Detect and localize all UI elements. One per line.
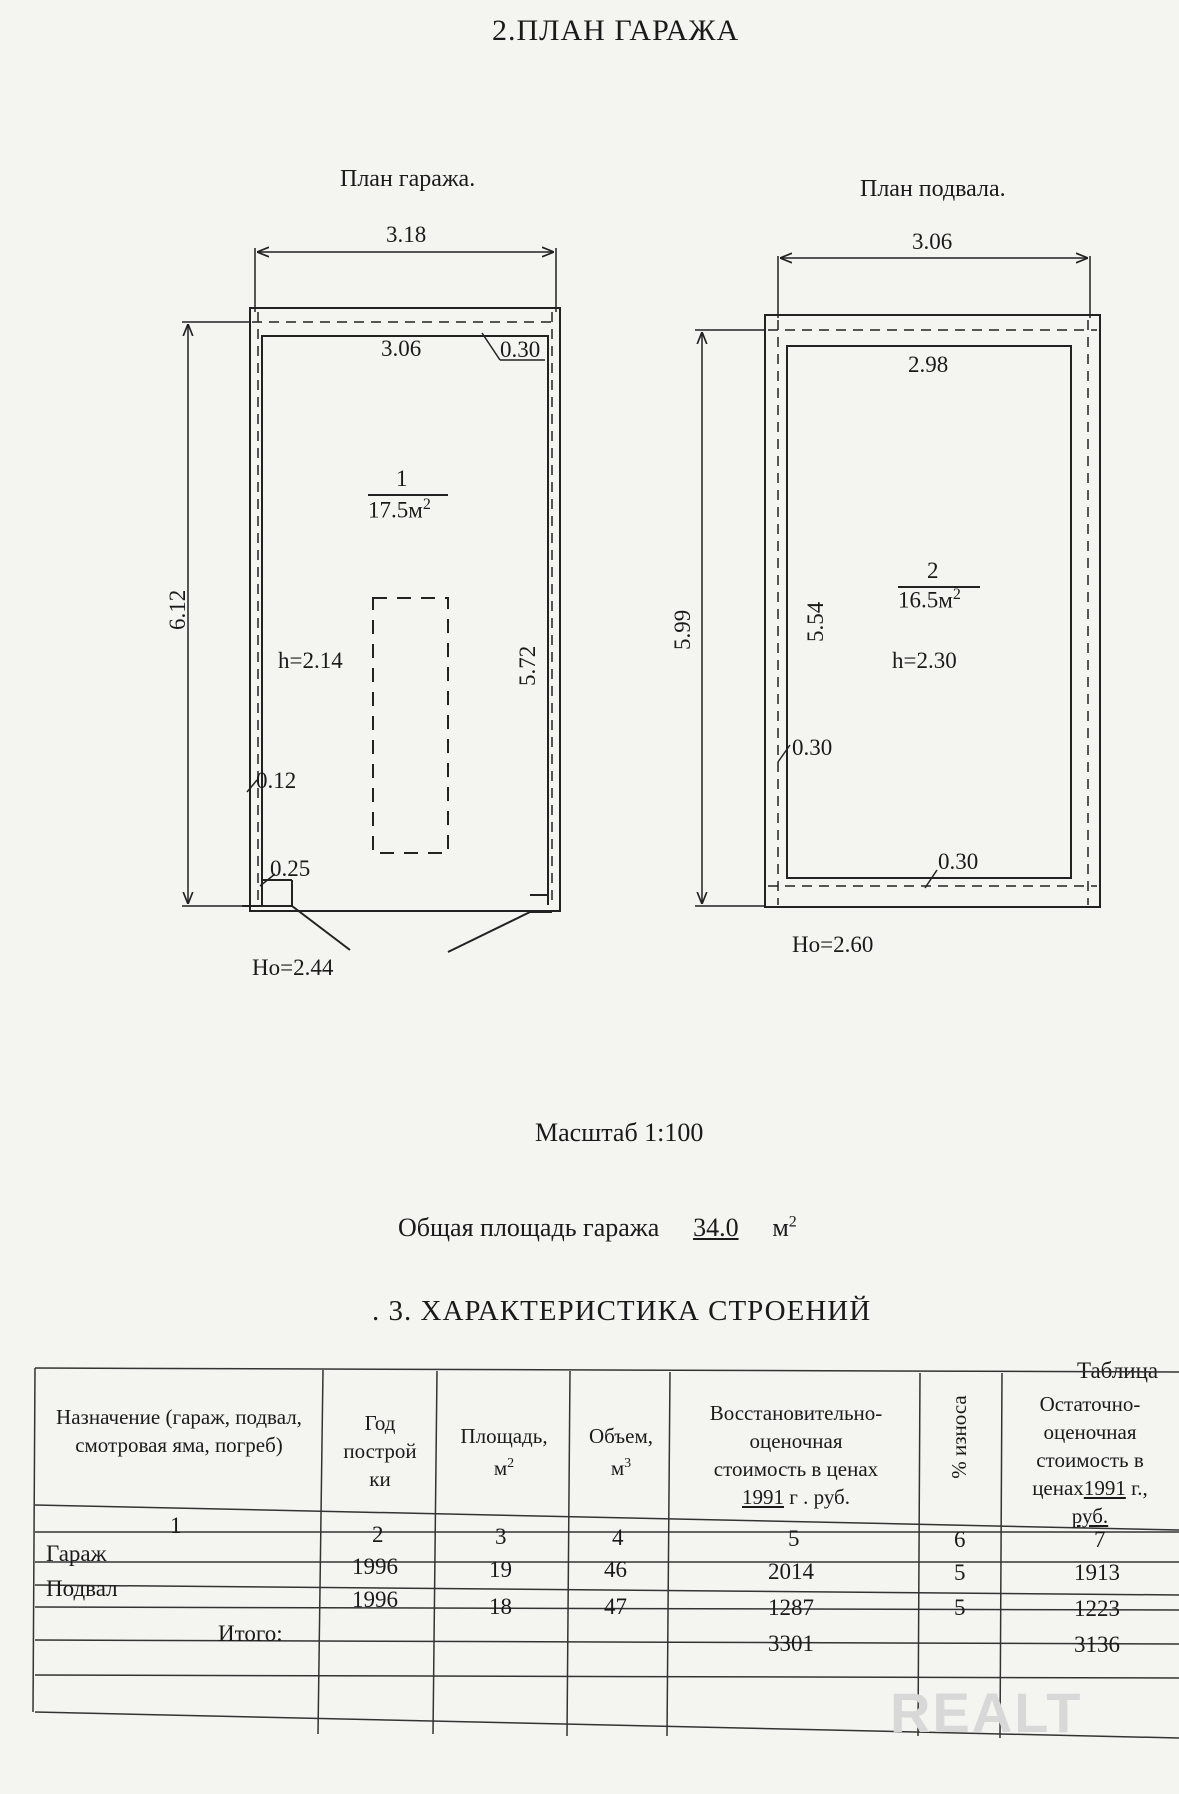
col-number: 3 <box>495 1524 507 1549</box>
th-year: Год построй ки <box>343 1411 417 1491</box>
basement-wall-bottom: 0.30 <box>938 849 979 874</box>
page-title: 2.ПЛАН ГАРАЖА <box>492 14 740 47</box>
col-number: 6 <box>954 1527 966 1552</box>
basement-plan-title: План подвала. <box>860 176 1006 202</box>
th-restore: Восстановительно- оценочная стоимость в ценах 1991 г . руб. <box>709 1401 883 1509</box>
col-number: 1 <box>170 1513 182 1538</box>
row-garage-area: 19 <box>489 1557 512 1582</box>
th-residual: Остаточно- оценочная стоимость в ценах1991 г., руб. <box>1032 1392 1148 1528</box>
total-area-value: 34.0 <box>693 1213 739 1242</box>
garage-ho: Но=2.44 <box>252 955 334 980</box>
scale-label: Масштаб 1:100 <box>535 1118 704 1147</box>
garage-inner-length: 5.72 <box>515 645 540 686</box>
basement-outer-width: 3.06 <box>912 229 953 254</box>
garage-height: h=2.14 <box>278 648 343 673</box>
garage-wall-side: 0.12 <box>256 768 297 793</box>
row-garage-wear: 5 <box>954 1560 966 1585</box>
row-garage-residual: 1913 <box>1074 1560 1120 1585</box>
th-wear: % износа <box>947 1395 971 1479</box>
garage-wall-top: 0.30 <box>500 337 541 362</box>
garage-plan-title: План гаража. <box>340 166 476 192</box>
basement-height: h=2.30 <box>892 648 957 673</box>
col-number: 4 <box>612 1525 624 1550</box>
col-number: 7 <box>1094 1527 1106 1552</box>
total-area: Общая площадь гаража 34.0 $м^2$ <box>398 1213 797 1242</box>
realt-watermark: REALT <box>890 1681 1083 1744</box>
garage-inner-width: 3.06 <box>381 336 422 361</box>
basement-inner-length: 5.54 <box>803 601 828 642</box>
row-basement-restore: 1287 <box>768 1595 814 1620</box>
col-number: 2 <box>372 1522 384 1547</box>
row-basement-area: 18 <box>489 1594 512 1619</box>
basement-ho: Но=2.60 <box>792 932 874 957</box>
th-purpose: Назначение (гараж, подвал, смотровая яма, погреб) <box>56 1405 302 1457</box>
basement-room-number: 2 <box>927 558 939 583</box>
row-basement-wear: 5 <box>954 1595 966 1620</box>
basement-inner-width: 2.98 <box>908 352 949 377</box>
row-basement-residual: 1223 <box>1074 1596 1120 1621</box>
th-volume: Объем, $м^3$ <box>588 1424 654 1480</box>
basement-wall-side: 0.30 <box>792 735 833 760</box>
row-garage-year: 1996 <box>352 1554 398 1579</box>
row-garage-volume: 46 <box>604 1557 627 1582</box>
th-area: Площадь, $м^2$ <box>460 1424 548 1480</box>
row-basement-volume: 47 <box>604 1594 627 1619</box>
basement-outer-length: 5.99 <box>670 609 695 650</box>
col-number: 5 <box>788 1526 800 1551</box>
garage-outer-length: 6.12 <box>165 589 190 630</box>
table-caption: Таблица <box>1077 1358 1159 1383</box>
garage-wall-corner: 0.25 <box>270 856 311 881</box>
garage-room-area: $17.5м^2$ <box>368 496 431 523</box>
table-row-garage: Гараж <box>46 1541 107 1566</box>
section3-title: . 3. ХАРАКТЕРИСТИКА СТРОЕНИЙ <box>372 1295 872 1327</box>
row-basement-year: 1996 <box>352 1587 398 1612</box>
garage-outer-width: 3.18 <box>386 222 427 247</box>
table-row-basement: Подвал <box>46 1576 118 1601</box>
basement-room-area: $16.5м^2$ <box>898 586 961 613</box>
row-total-residual: 3136 <box>1074 1632 1120 1657</box>
row-garage-restore: 2014 <box>768 1559 814 1584</box>
row-total-restore: 3301 <box>768 1631 814 1656</box>
garage-room-number: 1 <box>396 466 408 491</box>
table-row-total: Итого: <box>218 1621 283 1646</box>
